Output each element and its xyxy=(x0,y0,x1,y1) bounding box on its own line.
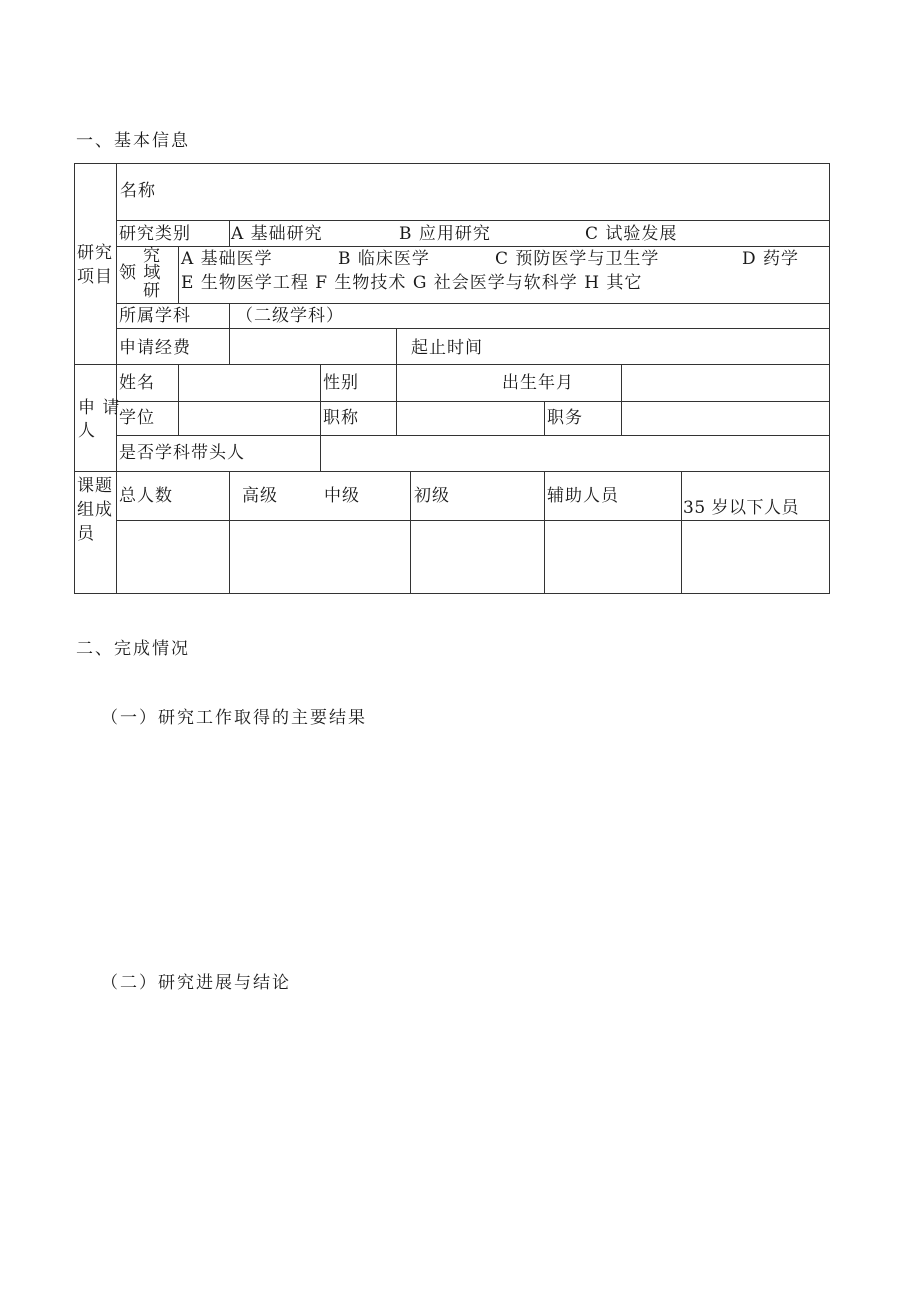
field-label-3: 研 xyxy=(143,281,161,301)
team-col-middle: 中级 xyxy=(324,486,360,506)
team-col-total: 总人数 xyxy=(119,486,173,506)
field-label-2: 领 域 xyxy=(119,263,162,283)
applicant-name-label: 姓名 xyxy=(119,373,155,393)
team-col-under35: 35 岁以下人员 xyxy=(683,498,800,518)
category-option-a[interactable]: A 基础研究 xyxy=(231,224,323,244)
applicant-group-label-2: 人 xyxy=(78,421,96,441)
field-option-c[interactable]: C 预防医学与卫生学 xyxy=(495,249,660,269)
team-col-junior: 初级 xyxy=(414,486,450,506)
field-option-b[interactable]: B 临床医学 xyxy=(338,249,430,269)
team-group-label-1: 课题 xyxy=(77,476,113,496)
team-group-label-3: 员 xyxy=(77,524,95,544)
field-option-a[interactable]: A 基础医学 xyxy=(181,249,273,269)
category-label: 研究类别 xyxy=(119,224,191,244)
title-label: 职称 xyxy=(323,408,359,428)
position-label: 职务 xyxy=(547,408,583,428)
gender-label: 性别 xyxy=(323,373,359,393)
period-label: 起止时间 xyxy=(411,338,483,358)
degree-label: 学位 xyxy=(119,408,155,428)
team-col-senior: 高级 xyxy=(242,486,278,506)
discipline-hint: （二级学科） xyxy=(236,306,344,326)
birth-label: 出生年月 xyxy=(502,373,574,393)
basic-info-form xyxy=(0,0,920,620)
section-2-title: 二、完成情况 xyxy=(76,639,190,659)
project-group-label-1: 研究 xyxy=(77,243,113,263)
field-option-d[interactable]: D 药学 xyxy=(742,249,800,269)
leader-label: 是否学科带头人 xyxy=(119,443,245,463)
applicant-group-label-1: 申 请 xyxy=(78,398,121,418)
section-1-title: 一、基本信息 xyxy=(76,131,190,151)
team-group-label-2: 组成 xyxy=(77,500,113,520)
subsection-2-title: （二）研究进展与结论 xyxy=(101,973,291,993)
category-option-b[interactable]: B 应用研究 xyxy=(399,224,491,244)
field-label-1: 究 xyxy=(143,246,161,266)
team-col-assistant: 辅助人员 xyxy=(547,486,619,506)
subsection-1-title: （一）研究工作取得的主要结果 xyxy=(101,708,367,728)
field-options-row2[interactable]: E 生物医学工程 F 生物技术 G 社会医学与软科学 H 其它 xyxy=(181,273,643,293)
project-name-label: 名称 xyxy=(120,181,156,201)
funding-label: 申请经费 xyxy=(119,338,191,358)
category-option-c[interactable]: C 试验发展 xyxy=(585,224,678,244)
project-group-label-2: 项目 xyxy=(77,267,113,287)
discipline-label: 所属学科 xyxy=(119,306,191,326)
